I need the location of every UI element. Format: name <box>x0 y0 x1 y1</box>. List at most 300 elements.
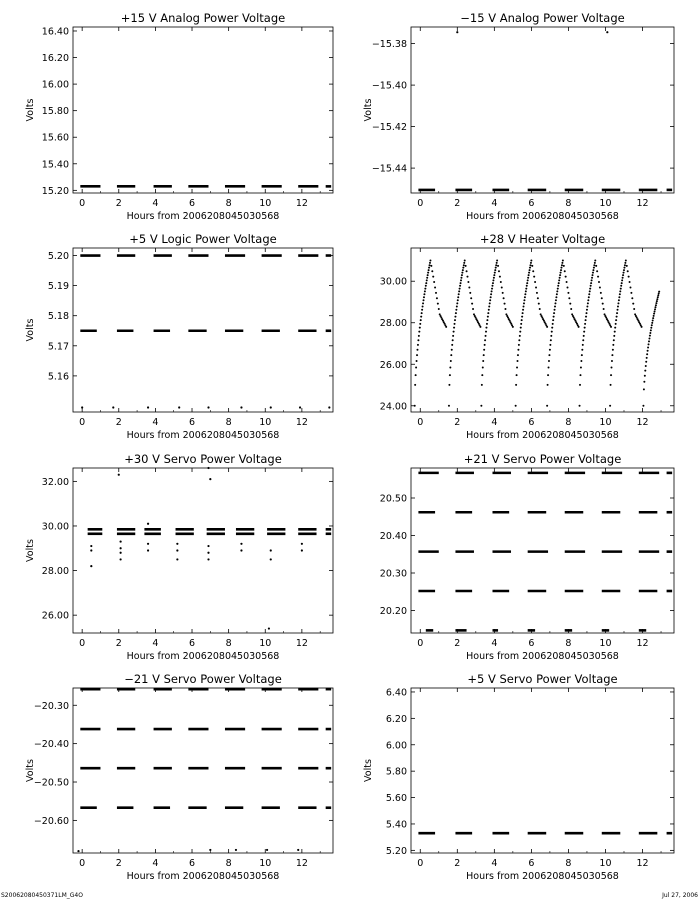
data-point <box>622 277 624 279</box>
data-point <box>547 384 549 386</box>
data-point <box>521 319 523 321</box>
data-point <box>466 276 468 278</box>
data-point <box>656 300 658 302</box>
x-axis-label: Hours from 2006208045030568 <box>126 211 280 222</box>
data-point <box>531 265 533 267</box>
x-tick-label: 12 <box>295 638 308 649</box>
data-point <box>631 297 633 299</box>
chart-panel-5 <box>25 452 333 662</box>
data-point <box>614 331 616 333</box>
data-point <box>556 290 558 292</box>
data-point <box>495 264 497 266</box>
plot-frame <box>73 468 333 633</box>
data-point <box>600 292 602 294</box>
data-point <box>565 276 567 278</box>
data-point <box>606 31 608 33</box>
data-point <box>481 374 483 376</box>
data-point <box>584 327 586 329</box>
data-point <box>147 549 149 551</box>
data-point <box>548 354 550 356</box>
data-point <box>240 549 242 551</box>
data-point <box>417 344 419 346</box>
data-point <box>270 549 272 551</box>
y-tick-label: 5.19 <box>47 281 69 293</box>
data-point <box>207 406 209 408</box>
data-point <box>426 279 428 281</box>
data-point <box>619 290 621 292</box>
data-point <box>647 347 649 349</box>
data-point <box>620 288 622 290</box>
data-point <box>566 281 568 283</box>
chart-panel-7 <box>25 672 333 882</box>
data-point <box>491 285 493 287</box>
data-point <box>654 308 656 310</box>
data-point <box>610 367 612 369</box>
data-point <box>647 350 649 352</box>
data-point <box>584 323 586 325</box>
data-point <box>415 374 417 376</box>
data-point <box>646 357 648 359</box>
x-tick-label: 0 <box>417 417 424 428</box>
y-tick-label: 26.00 <box>379 359 407 371</box>
data-point <box>559 274 561 276</box>
x-tick-label: 10 <box>599 858 612 869</box>
y-tick-label: 24.00 <box>379 401 407 413</box>
x-tick-label: 12 <box>636 198 649 209</box>
data-point <box>452 339 454 341</box>
data-point <box>297 849 299 851</box>
data-point <box>602 303 604 305</box>
data-point <box>628 276 630 278</box>
y-tick-label: 5.17 <box>47 341 69 353</box>
y-tick-label: −20.40 <box>33 739 69 751</box>
y-tick-label: 5.16 <box>47 371 69 383</box>
x-tick-label: 12 <box>636 858 649 869</box>
data-point <box>207 552 209 554</box>
data-point <box>650 329 652 331</box>
data-point <box>176 558 178 560</box>
y-tick-label: 5.40 <box>385 819 407 831</box>
data-point <box>653 313 655 315</box>
data-point <box>499 276 501 278</box>
plot-frame <box>411 248 674 412</box>
data-point <box>422 306 424 308</box>
data-point <box>471 303 473 305</box>
data-point <box>657 296 659 298</box>
chart-panel-4 <box>380 232 674 441</box>
data-point <box>207 545 209 547</box>
data-point <box>522 309 524 311</box>
data-point <box>550 339 552 341</box>
data-point <box>457 296 459 298</box>
data-point <box>645 361 647 363</box>
data-point <box>436 297 438 299</box>
y-tick-label: 28.00 <box>379 318 407 330</box>
data-point <box>611 360 613 362</box>
data-point <box>610 374 612 376</box>
data-point <box>518 339 520 341</box>
data-point <box>603 308 605 310</box>
data-point <box>112 406 114 408</box>
data-point <box>502 292 504 294</box>
data-point <box>423 293 425 295</box>
data-point <box>560 267 562 269</box>
data-point <box>418 335 420 337</box>
data-point <box>270 558 272 560</box>
data-point <box>579 384 581 386</box>
chart-panel-3 <box>25 232 333 441</box>
data-point <box>609 405 611 407</box>
data-point <box>463 264 465 266</box>
x-tick-label: 8 <box>565 417 572 428</box>
data-point <box>209 849 211 851</box>
y-tick-label: 20.50 <box>379 493 407 505</box>
data-point <box>424 288 426 290</box>
y-axis-label: Volts <box>25 98 36 122</box>
data-point <box>462 269 464 271</box>
data-point <box>651 324 653 326</box>
data-point <box>652 317 654 319</box>
x-tick-label: 4 <box>152 858 159 869</box>
data-point <box>469 292 471 294</box>
data-point <box>445 326 447 328</box>
data-point <box>562 259 564 261</box>
data-point <box>491 288 493 290</box>
chart-panel-8 <box>363 672 674 882</box>
x-tick-label: 8 <box>565 638 572 649</box>
x-tick-label: 6 <box>528 858 535 869</box>
data-point <box>578 326 580 328</box>
data-point <box>654 306 656 308</box>
data-point <box>450 360 452 362</box>
plot-frame <box>411 27 674 193</box>
data-point <box>625 259 627 261</box>
data-point <box>268 627 270 629</box>
data-point <box>593 267 595 269</box>
data-point <box>591 279 593 281</box>
data-point <box>424 290 426 292</box>
x-tick-label: 2 <box>454 638 461 649</box>
data-point <box>569 303 571 305</box>
data-point <box>549 349 551 351</box>
data-point <box>437 303 439 305</box>
x-tick-label: 4 <box>491 858 498 869</box>
data-point <box>489 302 491 304</box>
data-point <box>622 274 624 276</box>
data-point <box>459 285 461 287</box>
data-point <box>524 293 526 295</box>
data-point <box>581 349 583 351</box>
data-point <box>623 272 625 274</box>
data-point <box>429 262 431 264</box>
data-point <box>176 549 178 551</box>
data-point <box>546 405 548 407</box>
data-point <box>645 365 647 367</box>
y-tick-label: 15.20 <box>41 185 69 197</box>
y-tick-label: 5.60 <box>385 793 407 805</box>
x-tick-label: 10 <box>599 198 612 209</box>
data-point <box>458 290 460 292</box>
data-point <box>433 281 435 283</box>
data-point <box>516 367 518 369</box>
data-point <box>618 296 620 298</box>
x-tick-label: 12 <box>295 198 308 209</box>
data-point <box>485 335 487 337</box>
data-point <box>461 272 463 274</box>
x-axis-label: Hours from 2006208045030568 <box>466 871 619 882</box>
x-tick-label: 2 <box>115 417 122 428</box>
data-point <box>120 540 122 542</box>
data-point <box>438 308 440 310</box>
data-point <box>328 406 330 408</box>
y-tick-label: 32.00 <box>41 476 69 488</box>
data-point <box>504 308 506 310</box>
data-point <box>559 277 561 279</box>
data-point <box>564 270 566 272</box>
data-point <box>419 323 421 325</box>
data-point <box>120 552 122 554</box>
y-tick-label: 15.60 <box>41 132 69 144</box>
data-point <box>591 277 593 279</box>
chart-panel-1 <box>25 11 333 222</box>
x-tick-label: 2 <box>115 198 122 209</box>
data-point <box>454 323 456 325</box>
data-point <box>77 850 79 852</box>
data-point <box>627 270 629 272</box>
data-point <box>449 367 451 369</box>
data-point <box>618 299 620 301</box>
data-point <box>592 269 594 271</box>
data-point <box>529 264 531 266</box>
data-point <box>461 274 463 276</box>
data-point <box>435 292 437 294</box>
data-point <box>592 274 594 276</box>
data-point <box>593 264 595 266</box>
data-point <box>523 306 525 308</box>
data-point <box>526 282 528 284</box>
y-tick-label: 6.20 <box>385 713 407 725</box>
data-point <box>560 269 562 271</box>
y-tick-label: 5.20 <box>47 251 69 263</box>
x-tick-label: 6 <box>188 417 196 428</box>
data-point <box>495 267 497 269</box>
x-tick-label: 6 <box>528 638 535 649</box>
data-point <box>488 309 490 311</box>
data-point <box>426 277 428 279</box>
data-point <box>207 558 209 560</box>
x-tick-label: 10 <box>599 638 612 649</box>
data-point <box>420 316 422 318</box>
data-point <box>594 262 596 264</box>
data-point <box>235 849 237 851</box>
data-point <box>652 319 654 321</box>
y-tick-label: 20.40 <box>379 531 407 542</box>
data-point <box>421 309 423 311</box>
x-tick-label: 12 <box>636 417 649 428</box>
data-point <box>655 304 657 306</box>
data-point <box>624 262 626 264</box>
data-point <box>451 344 453 346</box>
data-point <box>644 375 646 377</box>
data-point <box>427 272 429 274</box>
data-point <box>553 316 555 318</box>
data-point <box>451 349 453 351</box>
data-point <box>517 349 519 351</box>
data-point <box>483 349 485 351</box>
x-tick-label: 6 <box>188 638 196 649</box>
data-point <box>629 286 631 288</box>
data-point <box>548 360 550 362</box>
data-point <box>414 405 416 407</box>
data-point <box>423 299 425 301</box>
chart-title: −21 V Servo Power Voltage <box>124 672 282 686</box>
data-point <box>527 279 529 281</box>
y-tick-label: −15.40 <box>371 80 407 92</box>
data-point <box>90 565 92 567</box>
data-point <box>658 292 660 294</box>
data-point <box>554 309 556 311</box>
data-point <box>549 344 551 346</box>
data-point <box>641 326 643 328</box>
data-point <box>416 360 418 362</box>
x-tick-label: 8 <box>225 858 232 869</box>
data-point <box>454 316 456 318</box>
x-tick-label: 2 <box>115 638 122 649</box>
data-point <box>299 406 301 408</box>
data-point <box>583 335 585 337</box>
data-point <box>515 405 517 407</box>
data-point <box>481 384 483 386</box>
data-point <box>585 316 587 318</box>
x-tick-label: 0 <box>417 858 424 869</box>
data-point <box>596 270 598 272</box>
data-point <box>626 265 628 267</box>
data-point <box>120 558 122 560</box>
data-point <box>418 331 420 333</box>
data-point <box>504 303 506 305</box>
data-point <box>557 288 559 290</box>
plot-frame <box>73 688 333 853</box>
data-point <box>589 290 591 292</box>
data-point <box>455 309 457 311</box>
data-point <box>616 312 618 314</box>
data-point <box>612 349 614 351</box>
data-point <box>551 331 553 333</box>
x-tick-label: 4 <box>491 638 498 649</box>
y-axis-label: Volts <box>25 318 36 342</box>
data-point <box>456 306 458 308</box>
data-point <box>479 326 481 328</box>
data-point <box>415 367 417 369</box>
chart-title: +5 V Servo Power Voltage <box>467 672 618 686</box>
y-tick-label: 16.20 <box>41 53 69 65</box>
y-tick-label: −20.50 <box>33 777 69 789</box>
data-point <box>557 285 559 287</box>
y-axis-label: Volts <box>25 539 36 562</box>
data-point <box>520 327 522 329</box>
data-point <box>178 406 180 408</box>
data-point <box>587 302 589 304</box>
data-point <box>558 282 560 284</box>
data-point <box>536 292 538 294</box>
x-tick-label: 12 <box>636 638 649 649</box>
data-point <box>463 262 465 264</box>
x-tick-label: 2 <box>454 198 461 209</box>
data-point <box>515 384 517 386</box>
data-point <box>456 31 458 33</box>
data-point <box>550 335 552 337</box>
y-tick-label: 5.80 <box>385 766 407 778</box>
x-tick-label: 0 <box>79 638 86 649</box>
data-point <box>497 265 499 267</box>
data-point <box>430 265 432 267</box>
data-point <box>118 474 120 476</box>
data-point <box>546 326 548 328</box>
data-point <box>552 323 554 325</box>
data-point <box>537 297 539 299</box>
y-tick-label: 16.40 <box>41 26 69 38</box>
x-tick-label: 4 <box>152 638 159 649</box>
data-point <box>421 312 423 314</box>
data-point <box>592 272 594 274</box>
data-point <box>633 308 635 310</box>
data-point <box>530 259 532 261</box>
data-point <box>582 339 584 341</box>
data-point <box>586 306 588 308</box>
data-point <box>483 354 485 356</box>
data-point <box>579 405 581 407</box>
data-point <box>522 312 524 314</box>
data-point <box>552 319 554 321</box>
data-point <box>580 360 582 362</box>
data-point <box>521 316 523 318</box>
data-point <box>529 267 531 269</box>
data-point <box>561 264 563 266</box>
data-point <box>429 259 431 261</box>
data-point <box>525 290 527 292</box>
data-point <box>485 331 487 333</box>
data-point <box>516 374 518 376</box>
data-point <box>480 405 482 407</box>
data-point <box>517 354 519 356</box>
data-point <box>459 288 461 290</box>
x-axis-label: Hours from 2006208045030568 <box>466 211 619 222</box>
data-point <box>588 293 590 295</box>
x-tick-label: 6 <box>188 198 196 209</box>
data-point <box>595 265 597 267</box>
data-point <box>432 276 434 278</box>
y-axis-label: Volts <box>25 759 36 782</box>
data-point <box>658 291 660 293</box>
x-tick-label: 10 <box>259 858 272 869</box>
x-tick-label: 8 <box>565 198 572 209</box>
data-point <box>460 282 462 284</box>
x-tick-label: 10 <box>259 638 272 649</box>
x-tick-label: 4 <box>491 417 498 428</box>
data-point <box>539 308 541 310</box>
data-point <box>429 264 431 266</box>
x-tick-label: 6 <box>528 417 535 428</box>
data-point <box>579 374 581 376</box>
data-point <box>512 326 514 328</box>
chart-title: +30 V Servo Power Voltage <box>124 452 282 466</box>
y-tick-label: 28.00 <box>41 566 69 578</box>
y-tick-label: 5.18 <box>47 311 69 323</box>
data-point <box>90 545 92 547</box>
chart-panel-2 <box>363 11 674 222</box>
data-point <box>610 326 612 328</box>
data-point <box>486 323 488 325</box>
